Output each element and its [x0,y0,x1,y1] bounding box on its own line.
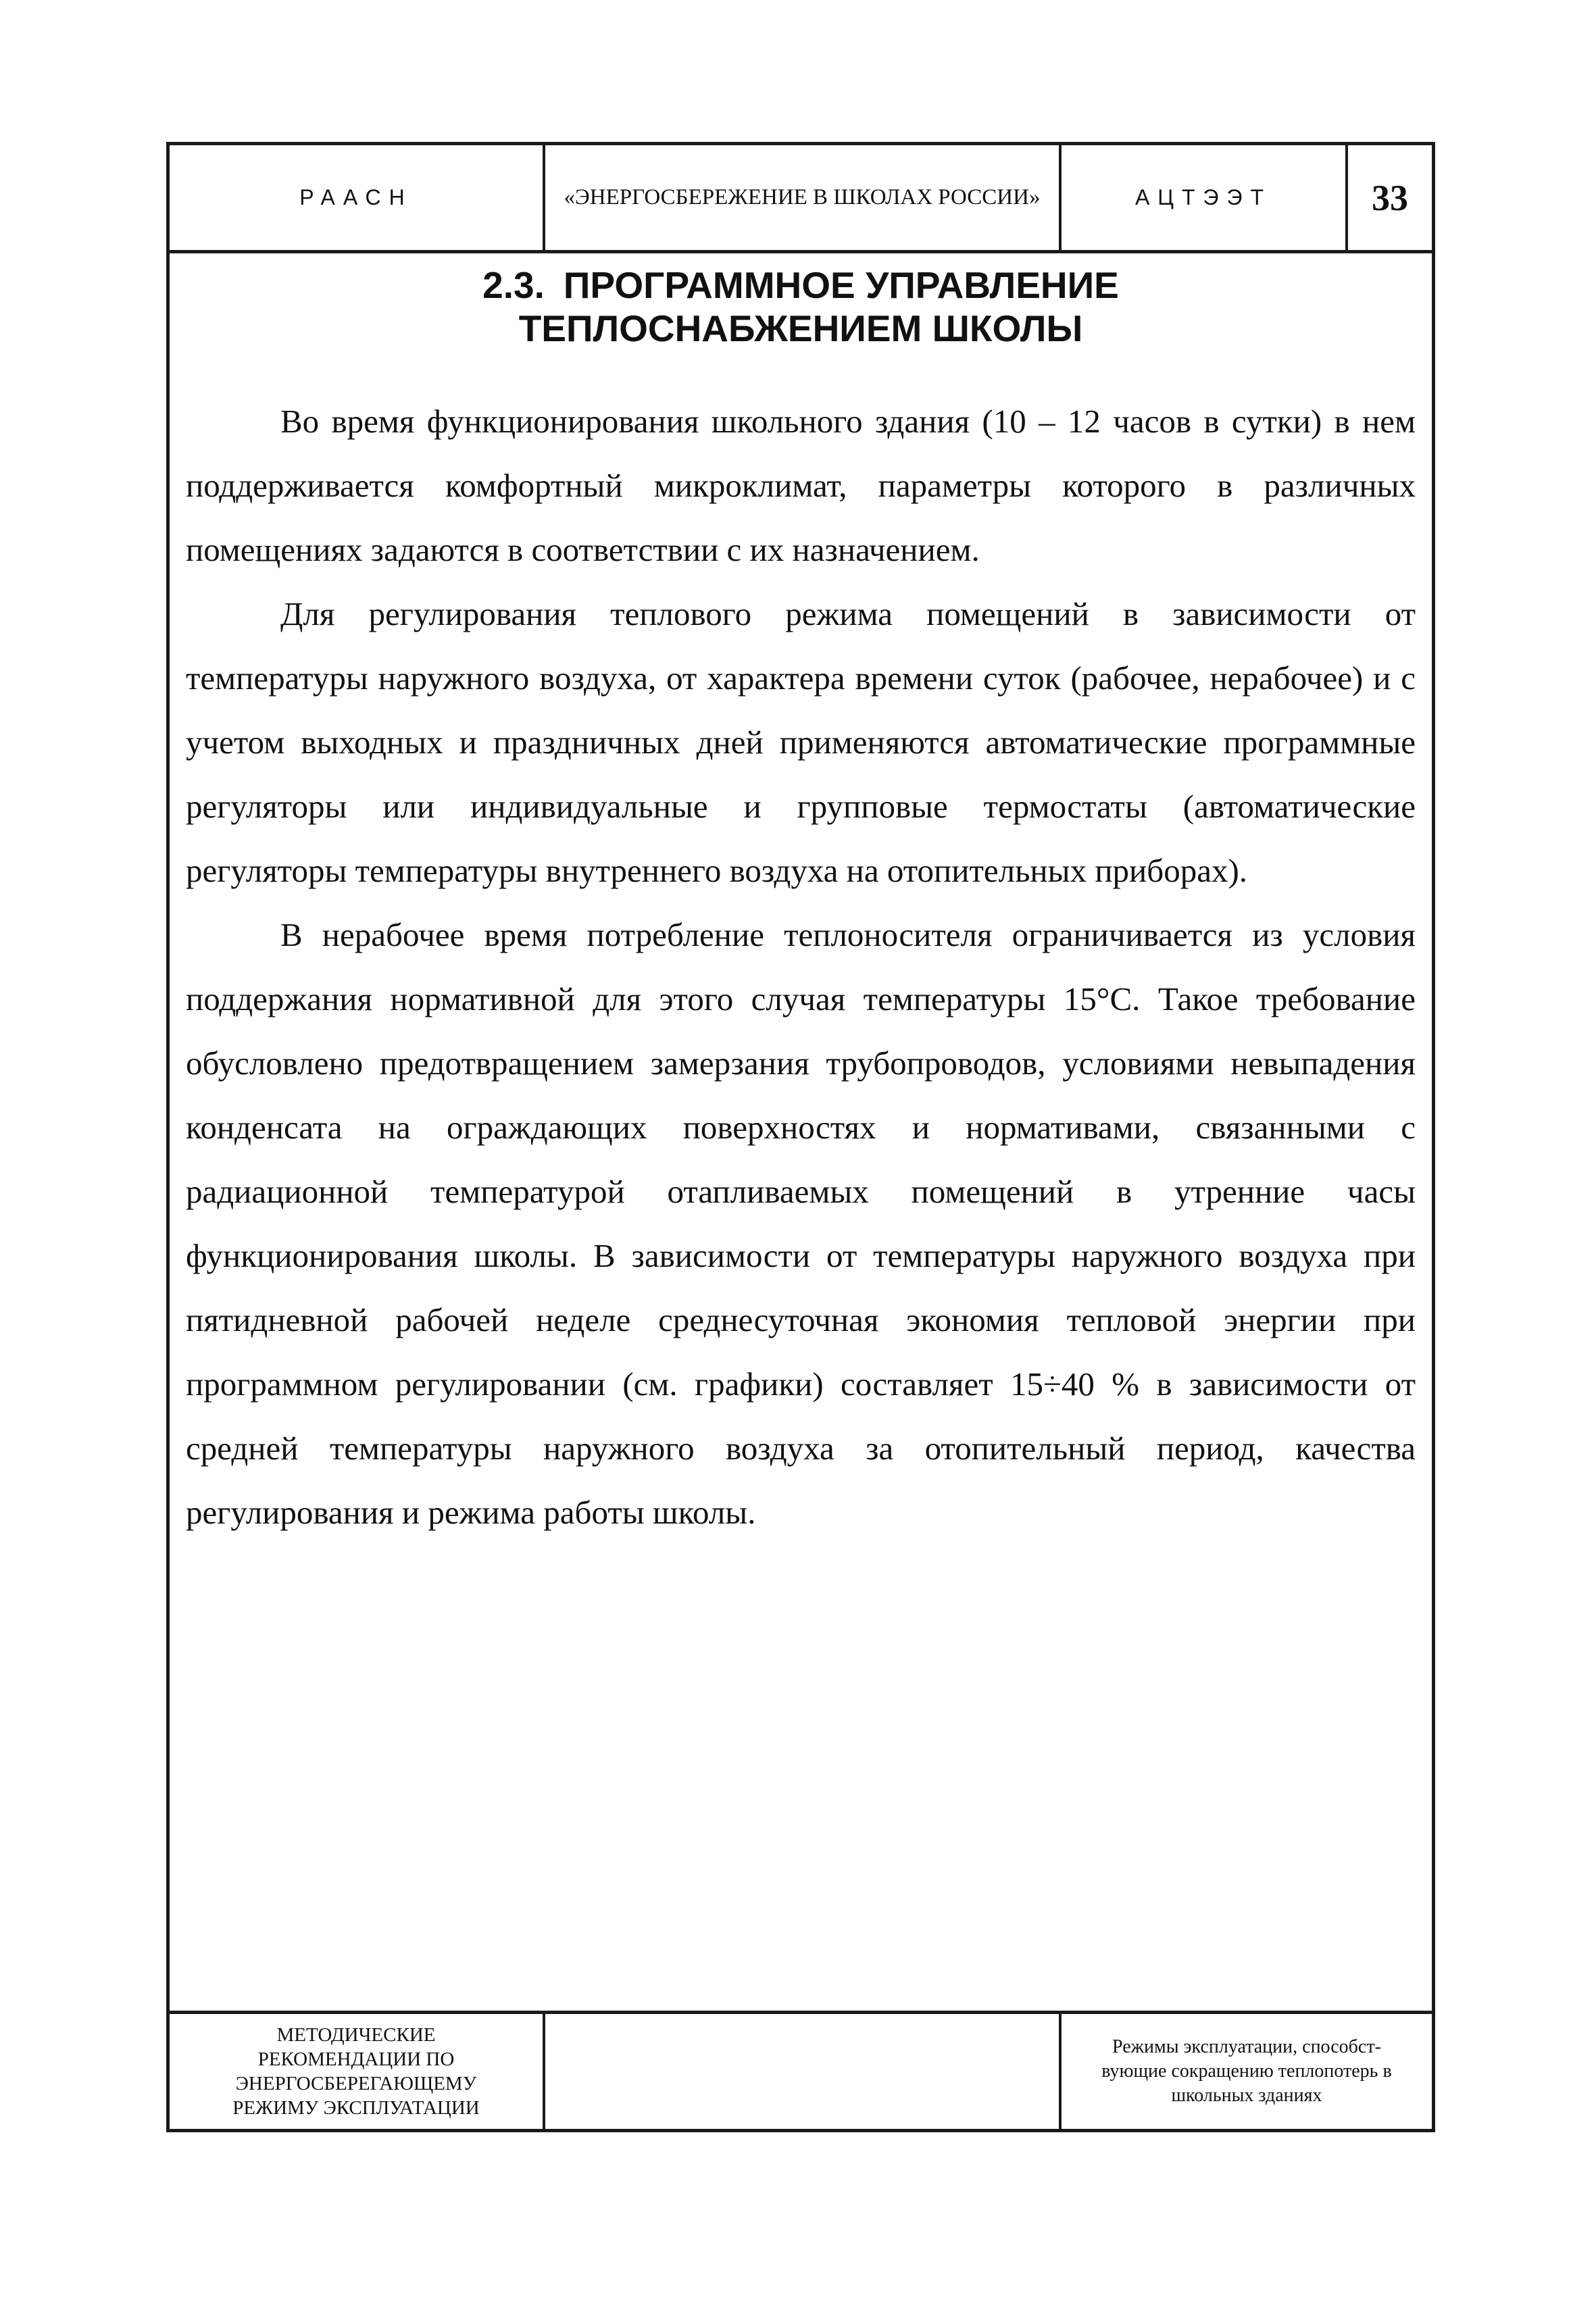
header-program: «ЭНЕРГОСБЕРЕЖЕНИЕ В ШКОЛАХ РОССИИ» [545,145,1062,250]
page-footer [170,2011,1432,2129]
footer-right-line: Режимы эксплуатации, способст- [1112,2036,1381,2057]
section-title-line-2: ТЕПЛОСНАБЖЕНИЕМ ШКОЛЫ [518,307,1083,349]
header-agency: АЦТЭЭТ [1062,145,1348,250]
page-number: 33 [1372,177,1408,218]
section-title [186,263,1416,350]
section-title-line-1 [186,263,1416,307]
footer-left-line: ЭНЕРГОСБЕРЕГАЮЩЕМУ [235,2073,477,2094]
footer-document-type [170,2014,545,2129]
footer-left-line: РЕЖИМУ ЭКСПЛУАТАЦИИ [232,2097,480,2119]
footer-chapter-title [1062,2014,1432,2129]
footer-right-line: школьных зданиях [1171,2085,1322,2106]
footer-left-line: РЕКОМЕНДАЦИИ ПО [257,2048,455,2070]
footer-right-line: вующие сокращению теплопотерь в [1101,2061,1392,2082]
footer-middle-cell [545,2014,1062,2129]
page-header [170,145,1432,253]
section-title-text-1: ПРОГРАММНОЕ УПРАВЛЕНИЕ [563,264,1119,306]
paragraph: Во время функционирования школьного здания (10 – 12 часов в сутки) в нем поддерживается комфортный микроклимат, параметры которого в различных помещениях задаются в соответствии с их назначением. [186,403,1416,568]
page-content [186,263,1416,1544]
paragraph: В нерабочее время потребление теплоносителя ограничивается из условия поддержания нормативной для этого случая температуры 15°С. Такое требование обусловлено предотвращением замерзания трубопроводов, условиями невыпадения конденсата на ограждающих поверхностях и нормативами, связанными с радиационной температурой отапливаемых помещений в утренние часы функционирования школы. В зависимости от температуры наружного воздуха при пятидневной рабочей неделе среднесуточная экономия тепловой энергии при программном регулировании (см. графики) составляет 15÷40 % в зависимости от средней температуры наружного воздуха за отопительный период, качества регулирования и режима работы школы. [186,916,1416,1531]
paragraph: Для регулирования теплового режима помещений в зависимости от температуры наружного воздуха, от характера времени суток (рабочее, нерабочее) и с учетом выходных и праздничных дней применяются автоматические программные регуляторы или индивидуальные и групповые термостаты (автоматические регуляторы температуры внутреннего воздуха на отопительных приборах). [186,595,1416,889]
section-number: 2.3. [482,264,545,306]
header-org: РААСН [170,145,545,250]
page-frame [166,142,1435,2132]
footer-left-line: МЕТОДИЧЕСКИЕ [276,2024,436,2046]
